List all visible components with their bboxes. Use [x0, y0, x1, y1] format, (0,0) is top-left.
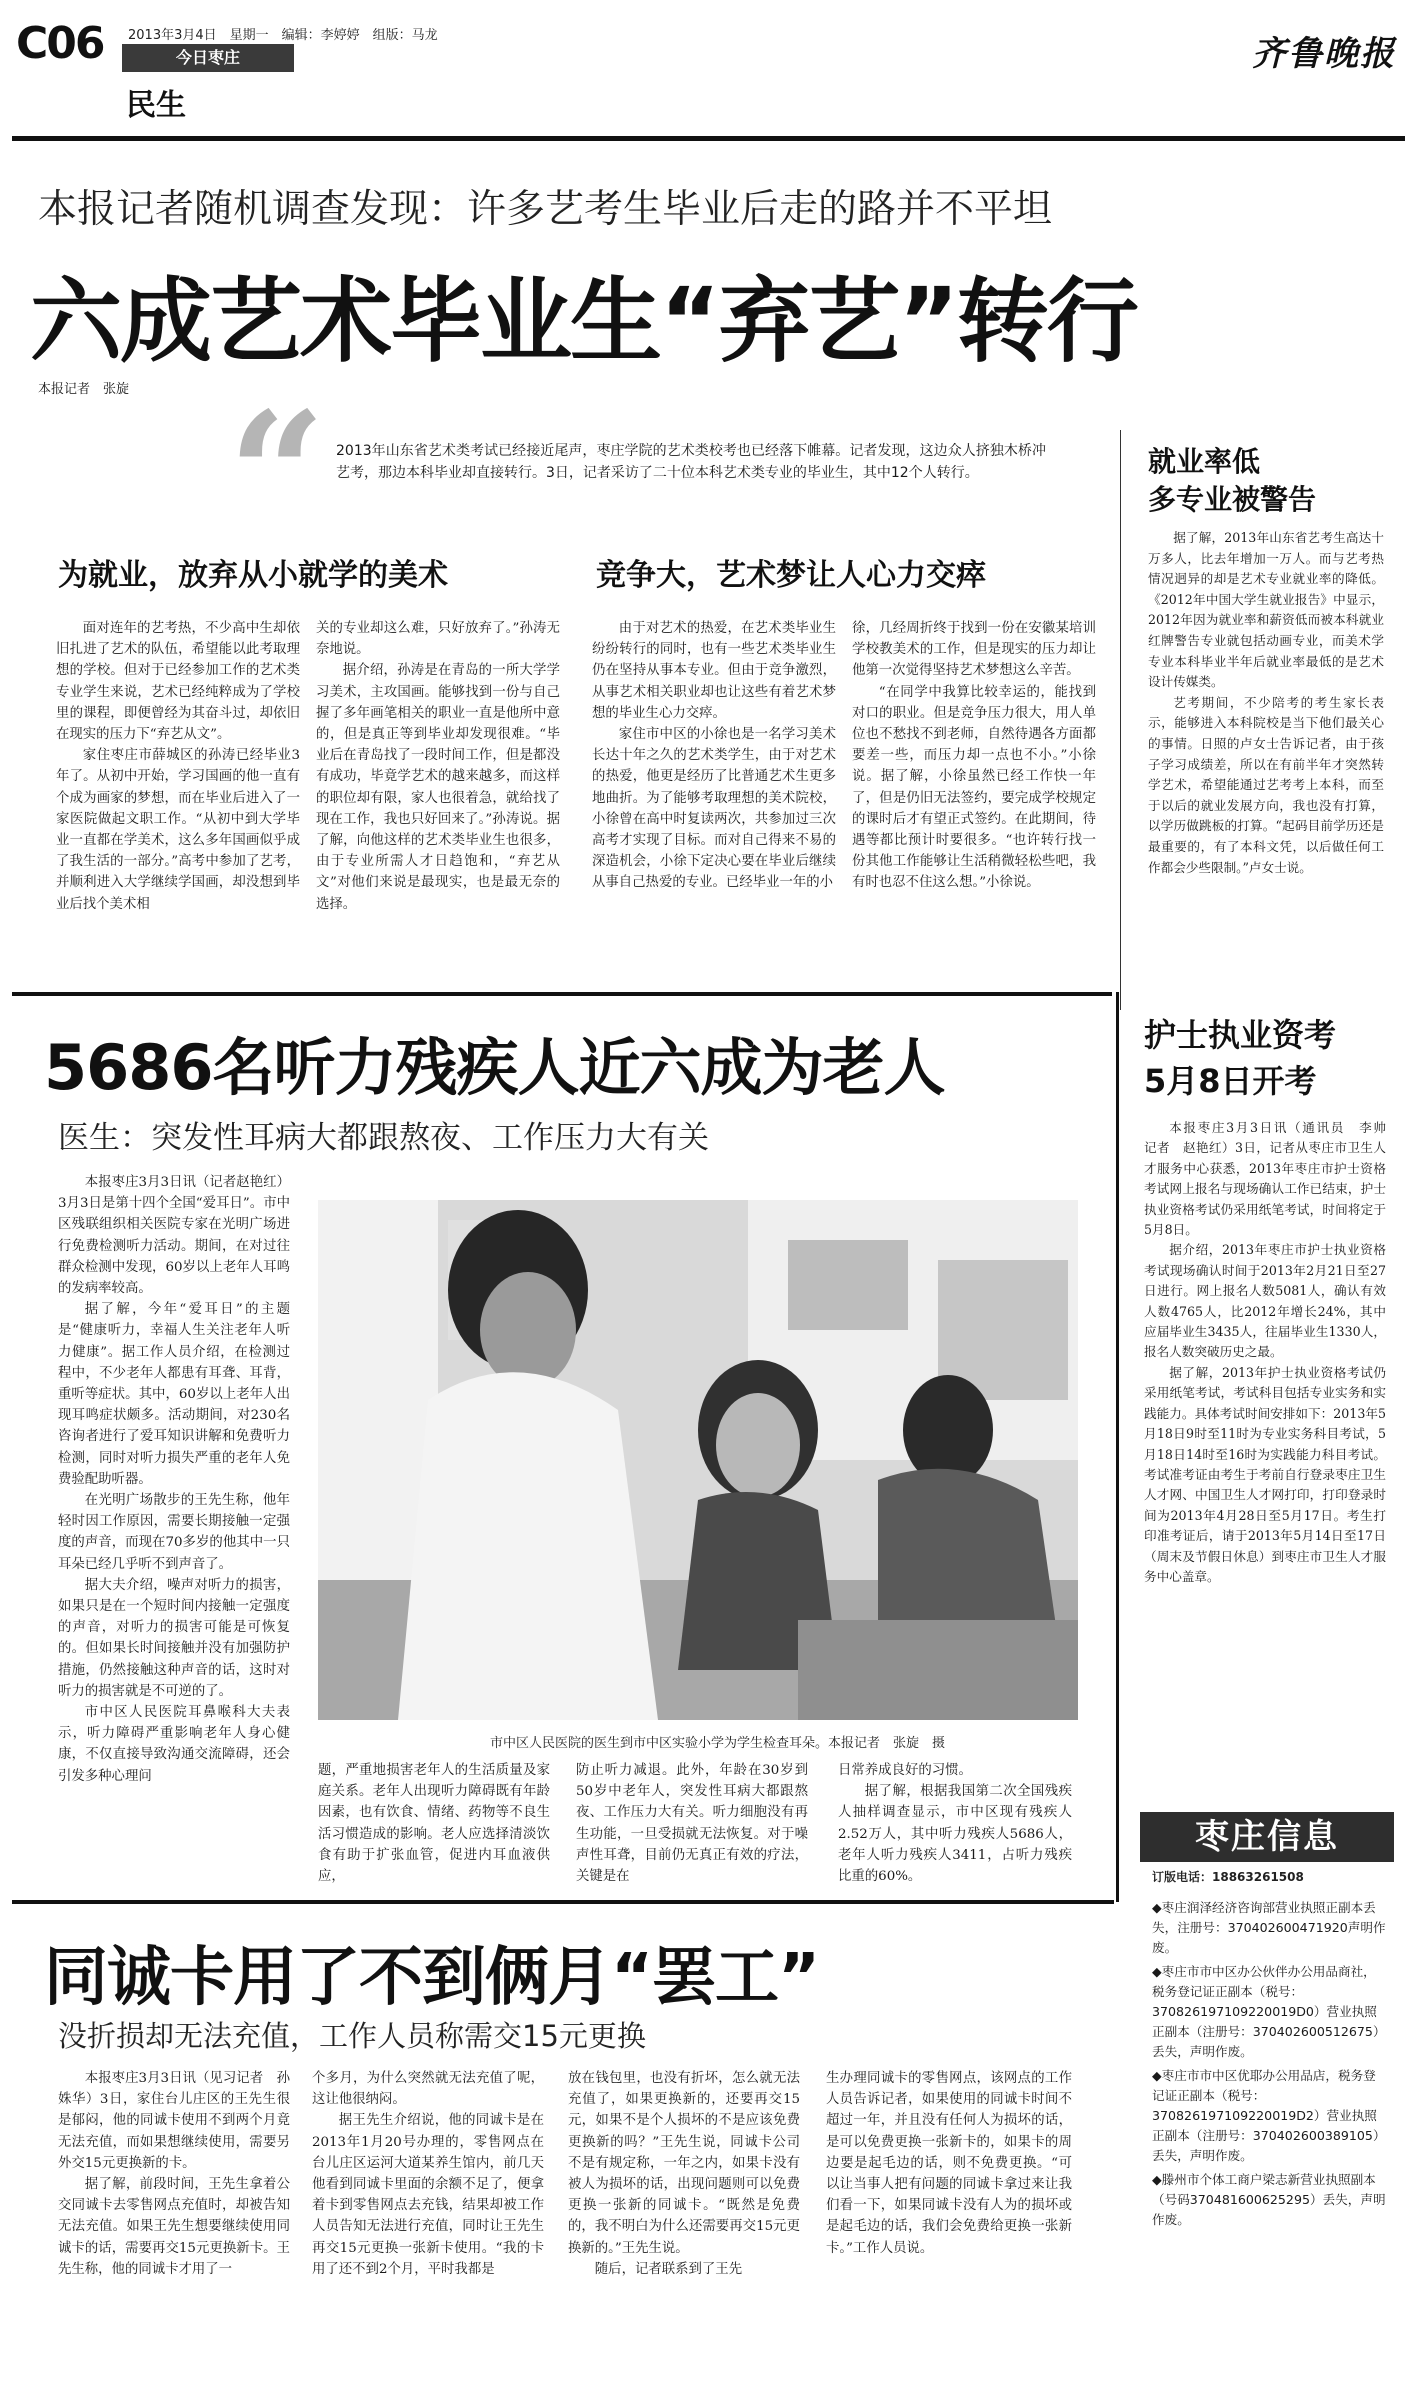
paragraph: 据王先生介绍说，他的同诚卡是在2013年1月20号办理的，零售网点在台儿庄区运河大道某养生馆内，前几天他看到同诚卡里面的余额不足了，便拿着卡到零售网点去充钱，结果却被工作人员告知无法进行充值，同时让王先生再交15元更换一张新卡使用。“我的卡用了还不到2个月，平时我都是 [312, 2113, 544, 2277]
paragraph: 随后，记者联系到了王先 [594, 2261, 743, 2277]
paragraph: 徐，几经周折终于找到一份在安徽某培训学校教美术的工作，但是现实的压力却让他第一次觉得坚持艺术梦想这么辛苦。 [852, 621, 1096, 679]
paragraph: 据了解，前段时间，王先生拿着公交同诚卡去零售网点充值时，却被告知无法充值。如果王先生想要继续使用同诚卡的话，需要再交15元更换新卡。王先生称，他的同诚卡才用了一 [58, 2177, 290, 2277]
story2-column-2 [318, 1760, 550, 1887]
info-title-text: 枣庄信息 [1195, 1817, 1339, 1857]
sidebar-title-line2: 多专业被警告 [1148, 483, 1317, 516]
story1-bottom-rule [12, 992, 1112, 996]
paragraph: “在同学中我算比较幸运的，能找到对口的职业。但是竞争压力很大，用人单位也不愁找不到老师，自然待遇各方面都要差一些，而压力却一点也不小。”小徐说。据了解，小徐虽然已经工作快一年了，但是仍旧无法签约，要完成学校规定的课时后才有望正式签约。在此期间，待遇等都比预计时要很多。“也许转行找一份其他工作能够让生活稍微轻松些吧，我有时也忍不住这么想。”小徐说。 [852, 684, 1096, 891]
photo-illustration [318, 1200, 1078, 1720]
page-number: C06 [16, 18, 104, 69]
paragraph: 家住枣庄市薛城区的孙涛已经毕业3年了。从初中开始，学习国画的他一直有个成为画家的梦想，而在毕业后进入了一家医院做起文职工作。“从初中到大学毕业一直都在学美术，这么多年国画似乎成了我生活的一部分。”高考中参加了艺考，并顺利进入大学继续学国画，却没想到毕业后找个美术相 [56, 748, 300, 912]
info-hotline: 订版电话：18863261508 [1152, 1870, 1304, 1884]
paragraph: 据了解，今年“爱耳日”的主题是“健康听力，幸福人生关注老年人听力健康”。据工作人员介绍，在检测过程中，不少老年人都患有耳聋、耳背，重听等症状。其中，60岁以上老年人出现耳鸣症状颇多。活动期间，对230名咨询者进行了爱耳知识讲解和免费听力检测，同时对听力损失严重的老年人免费验配助听器。 [58, 1302, 290, 1487]
paragraph: 面对连年的艺考热，不少高中生却依旧扎进了艺术的队伍，希望能以此考取理想的学校。但对于已经参加工作的艺术类专业学生来说，艺术已经纯粹成为了学校里的课程，即便曾经为其奋斗过，却依旧在现实的压力下“弃艺从文”。 [56, 621, 300, 743]
story3-column-2 [312, 2068, 544, 2280]
story1-kicker: 本报记者随机调查发现：许多艺考生毕业后走的路并不平坦 [38, 187, 1053, 232]
paragraph: 个多月，为什么突然就无法充值了呢，这让他很纳闷。 [312, 2071, 544, 2108]
quote-mark-icon: “ [228, 375, 326, 575]
story1-column-2 [316, 618, 560, 915]
story2-headline: 5686名听力残疾人近六成为老人 [44, 1031, 945, 1104]
paragraph: 据了解，2013年护士执业资格考试仍采用纸笔考试，考试科目包括专业实务和实践能力。具体考试时间安排如下：2013年5月18日9时至11时为专业实务科目考试，5月18日14时至16时为实践能力科目考试。考试准考证由考生于考前自行登录枣庄卫生人才网、中国卫生人才网打印，打印登录时间为2013年4月28日至5月17日。考生打印准考证后，请于2013年5月14日至17日（周末及节假日休息）到枣庄市卫生人才服务中心盖章。 [1144, 1364, 1386, 1584]
story2-column-1 [58, 1172, 290, 1787]
story1-byline: 本报记者 张旋 [38, 382, 130, 397]
nurse-title-line1: 护士执业资考 [1144, 1016, 1337, 1054]
paragraph: 市中区人民医院耳鼻喉科大夫表示，听力障碍严重影响老年人身心健康，不仅直接导致沟通交流障碍，还会引发多种心理问 [58, 1705, 290, 1784]
paragraph: 据介绍，2013年枣庄市护士执业资格考试现场确认时间于2013年2月21日至27日进行。网上报名人数5081人，确认有效人数4765人，比2012年增长24%，其中应届毕业生3435人，往届毕业生1330人，报名人数突破历史之最。 [1144, 1242, 1386, 1360]
masthead-bottom-rule [12, 136, 1405, 141]
story3-column-1 [58, 2068, 290, 2280]
story3-headline: 同诚卡用了不到俩月“罢工” [44, 1941, 820, 2015]
paragraph: 据大夫介绍，噪声对听力的损害，如果只是在一个短时间内接触一定强度的声音，对听力的损害可能是可恢复的。但如果长时间接触并没有加强防护措施，仍然接触这种声音的话，这时对听力的损害就是不可逆的了。 [58, 1577, 290, 1699]
story2-column-4 [838, 1760, 1072, 1887]
paragraph: 本报枣庄3月3日讯（通讯员 李帅 记者 赵艳红）3日，记者从枣庄市卫生人才服务中心获悉，2013年枣庄市护士资格考试网上报名与现场确认工作已结束，护士执业资格考试仍采用纸笔考试，时间将定于5月8日。 [1144, 1120, 1399, 1238]
story3-subhead: 没折损却无法充值，工作人员称需交15元更换 [58, 2019, 646, 2053]
section-tab [122, 44, 294, 72]
nurse-title-line2: 5月8日开考 [1144, 1062, 1317, 1100]
nurse-text [1144, 1118, 1399, 1587]
story1-subhead-b: 竞争大，艺术梦让人心力交瘁 [596, 558, 986, 593]
story2-bottom-rule [12, 1900, 1114, 1904]
paragraph: 据了解，根据我国第二次全国残疾人抽样调查显示，市中区现有残疾人2.52万人，其中听力残疾人5686人，老年人听力残疾人3411，占听力残疾比重的60%。 [838, 1784, 1072, 1885]
paragraph: 家住市中区的小徐也是一名学习美术长达十年之久的艺术类学生，由于对艺术的热爱，他更是经历了比普通艺术生更多地曲折。为了能够考取理想的美术院校，小徐曾在高中时复读两次，共参加过三次高考才实现了目标。而对自己得来不易的深造机会，小徐下定决心要在毕业后继续从事自己热爱的专业。已经毕业一年的小 [592, 727, 836, 891]
paragraph: 艺考期间，不少陪考的考生家长表示，能够进入本科院校是当下他们最关心的事情。日照的卢女士告诉记者，由于孩子学习成绩差，所以在有前半年才突然转学艺术，希望能通过艺考考上本科，而至于以后的就业发展方向，我也没有打算，以学历做跳板的打算。“起码目前学历还是最重要的，有了本科文凭，以后做任何工作都会少些限制。”卢女士说。 [1148, 694, 1384, 875]
story2-column-3 [576, 1760, 808, 1887]
photo-caption: 市中区人民医院的医生到市中区实验小学为学生检查耳朵。本报记者 张旋 摄 [490, 1736, 946, 1751]
story2-subhead: 医生：突发性耳病大都跟熬夜、工作压力大有关 [58, 1120, 709, 1156]
story3-column-4 [826, 2068, 1072, 2259]
sidebar-title-line1: 就业率低 [1148, 445, 1261, 478]
paragraph: 由于对艺术的热爱，在艺术类毕业生纷纷转行的同时，也有一些艺术类毕业生仍在坚持从事本专业。但由于竞争激烈，从事艺术相关职业却也让这些有着艺术梦想的毕业生心力交瘁。 [592, 621, 836, 721]
paragraph: 在光明广场散步的王先生称，他年轻时因工作原因，需要长期接触一定强度的声音，而现在70多岁的他其中一只耳朵已经几乎听不到声音了。 [58, 1493, 290, 1572]
paper-name-logo: 齐鲁晚报 [1252, 34, 1396, 74]
info-item: ◆滕州市个体工商户梁志新营业执照副本（号码370481600625295）丢失，声明作废。 [1152, 2172, 1386, 2227]
paragraph: 据介绍，孙涛是在青岛的一所大学学习美术，主攻国画。能够找到一份与自己握了多年画笔相关的职业一直是他所中意的，但是真正等到毕业却发现很难。“毕业后在青岛找了一段时间工作，但是都没有成功，毕竟学艺术的越来越多，而这样的职位却有限，家人也很着急，就给找了现在工作，我也只好回来了。”孙涛说。据了解，向他这样的艺术类毕业生也很多，由于专业所需人才日趋饱和，“弃艺从文”对他们来说是最现实，也是最无奈的选择。 [316, 663, 560, 912]
paragraph: 防止听力减退。此外，年龄在30岁到50岁中老年人，突发性耳病大都跟熬夜、工作压力大有关。听力细胞没有再生功能，一旦受损就无法恢复。对于噪声性耳聋，目前仍无真正有效的疗法，关键是在 [576, 1763, 808, 1885]
paragraph: 题，严重地损害老年人的生活质量及家庭关系。老年人出现听力障碍既有年龄因素，也有饮食、情绪、药物等不良生活习惯造成的影响。老人应选择清淡饮食有助于扩张血管，促进内耳血液供应， [318, 1763, 550, 1885]
paragraph: 本报枣庄3月3日讯（见习记者 孙姝华）3日，家住台儿庄区的王先生很是郁闷，他的同诚卡使用不到两个月竟无法充值，而如果想继续使用，需要另外交15元更换新的卡。 [58, 2071, 290, 2171]
news-photo [318, 1200, 1078, 1720]
section-tab-label: 今日枣庄 [175, 48, 240, 67]
info-item: ◆枣庄市市中区办公伙伴办公用品商社，税务登记证正副本（税号：370826197109220019D0）营业执照正副本（注册号：370402600512675）丢失，声明作废。 [1152, 1964, 1386, 2059]
date-line: 2013年3月4日 星期一 编辑：李婷婷 组版：马龙 [128, 28, 438, 43]
paragraph: 放在钱包里，也没有折坏，怎么就无法充值了，如果更换新的，还要再交15元，如果不是个人损坏的不是应该免费更换新的吗？”王先生说，同诚卡公司不是有规定称，一年之内，如果卡没有被人为损坏的话，出现问题则可以免费更换一张新的同诚卡。“既然是免费的，我不明白为什么还需要再交15元更换新的。”王先生说。 [568, 2071, 800, 2256]
info-title [1140, 1812, 1394, 1862]
right-rail-divider [1116, 992, 1119, 1902]
info-item: ◆枣庄市市中区优耶办公用品店，税务登记证正副本（税号：370826197109220019D2）营业执照正副本（注册号：370402600389105）丢失，声明作废。 [1152, 2068, 1386, 2163]
story1-column-4 [852, 618, 1096, 894]
paragraph: 关的专业却这么难，只好放弃了。”孙涛无奈地说。 [316, 621, 560, 658]
section-title: 民生 [126, 88, 186, 123]
sidebar-text [1148, 528, 1384, 878]
info-items [1152, 1898, 1386, 2234]
info-box [1140, 1812, 1394, 2352]
paragraph: 本报枣庄3月3日讯（记者赵艳红）3月3日是第十四个全国“爱耳日”。市中区残联组织相关医院专家在光明广场进行免费检测听力活动。期间，在对过往群众检测中发现，60岁以上老年人耳鸣的发病率较高。 [58, 1175, 290, 1297]
story1-column-3 [592, 618, 836, 894]
story1-headline: 六成艺术毕业生“弃艺”转行 [30, 268, 1137, 375]
story1-sidebar-divider [1120, 430, 1121, 1010]
paragraph: 据了解，2013年山东省艺考生高达十万多人，比去年增加一万人。而与艺考热情况迥异的却是艺术专业就业率的降低。《2012年中国大学生就业报告》中显示，2012年因为就业率和薪资低而被本科就业红牌警告专业就包括动画专业，而美术学专业本科毕业半年后就业率最低的是艺术设计传媒类。 [1148, 530, 1384, 690]
story1-lede: 2013年山东省艺术类考试已经接近尾声，枣庄学院的艺术类校考也已经落下帷幕。记者发现，这边众人挤独木桥冲艺考，那边本科毕业却直接转行。3日，记者采访了二十位本科艺术类专业的毕业生，其中12个人转行。 [336, 443, 1046, 481]
story1-subhead-a: 为就业，放弃从小就学的美术 [58, 558, 448, 593]
info-item: ◆枣庄润泽经济咨询部营业执照正副本丢失，注册号：370402600471920声明作废。 [1152, 1900, 1386, 1955]
story1-column-1 [56, 618, 300, 915]
paragraph: 生办理同诚卡的零售网点，该网点的工作人员告诉记者，如果使用的同诚卡时间不超过一年，并且没有任何人为损坏的话，是可以免费更换一张新卡的，如果卡的周边要是起毛边的话，则不免费更换。“可以让当事人把有问题的同诚卡拿过来让我们看一下，如果同诚卡没有人为的损坏或是起毛边的话，我们会免费给更换一张新卡。”工作人员说。 [826, 2071, 1072, 2256]
paragraph: 日常养成良好的习惯。 [838, 1763, 972, 1778]
story3-column-3 [568, 2068, 800, 2280]
